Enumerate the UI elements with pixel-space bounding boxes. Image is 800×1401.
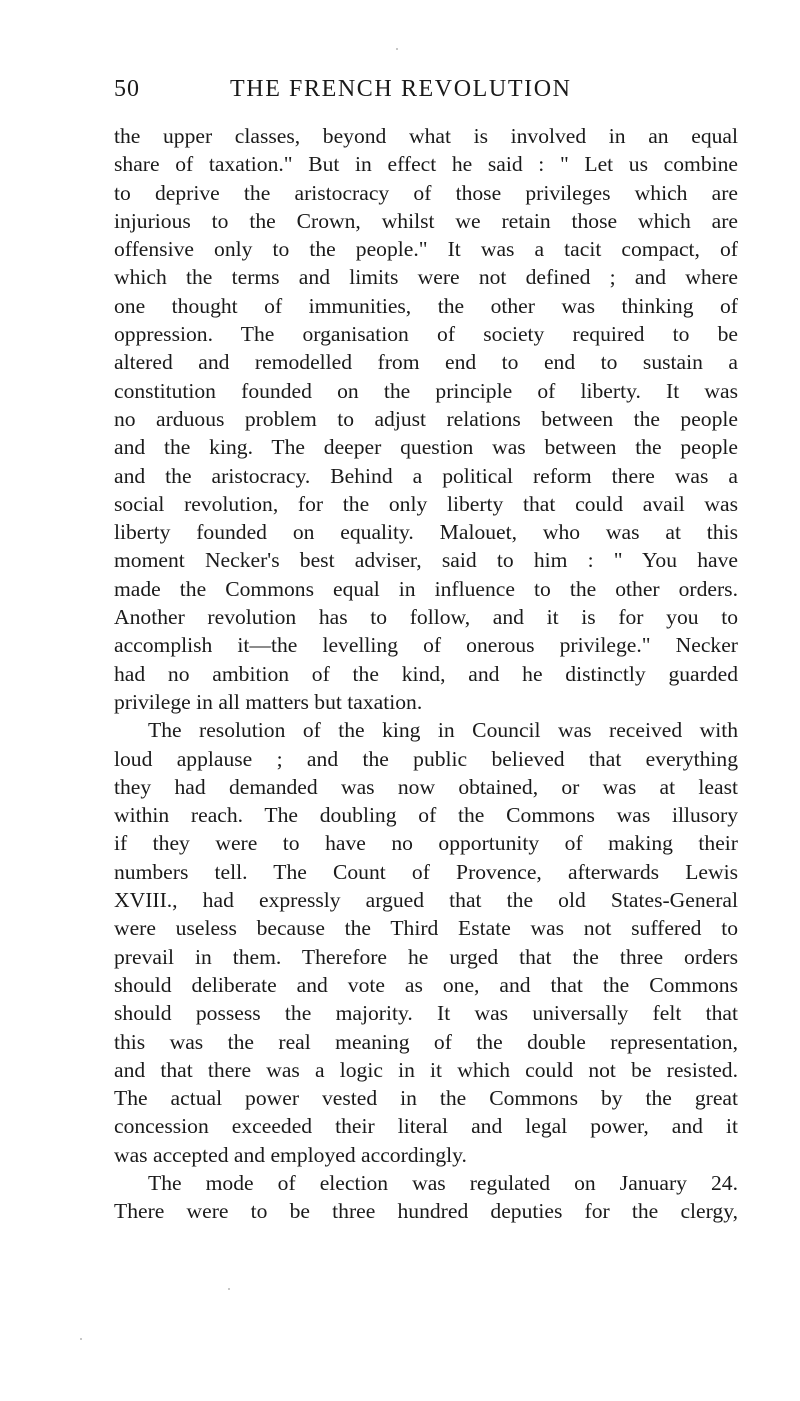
text-line: no arduous problem to adjust relations between the people [114, 406, 738, 431]
text-line: numbers tell. The Count of Provence, afterwards Lewis [114, 859, 738, 884]
scan-speck [80, 1338, 82, 1340]
scan-speck [396, 48, 398, 50]
text-line: The actual power vested in the Commons by the great [114, 1086, 738, 1111]
text-line: XVIII., had expressly argued that the old States-General [114, 888, 738, 913]
text-line: The resolution of the king in Council was received with [148, 718, 738, 743]
text-line: loud applause ; and the public believed that everything [114, 746, 738, 771]
paragraph [114, 122, 738, 716]
text-line: constitution founded on the principle of liberty. It was [114, 378, 738, 403]
text-line: concession exceeded their literal and legal power, and it [114, 1114, 738, 1139]
paragraph [114, 1169, 738, 1226]
text-line: the upper classes, beyond what is involved in an equal [114, 124, 738, 148]
text-line: moment Necker's best adviser, said to him : " You have [114, 548, 738, 573]
text-line: which the terms and limits were not defined ; and where [114, 265, 738, 290]
running-head [114, 76, 738, 110]
text-line: they had demanded was now obtained, or was at least [114, 774, 738, 799]
running-title: THE FRENCH REVOLUTION [230, 76, 572, 102]
text-line: prevail in them. Therefore he urged that the three orders [114, 944, 738, 969]
text-line: and that there was a logic in it which could not be resisted. [114, 1057, 738, 1082]
text-line: altered and remodelled from end to end to sustain a [114, 350, 738, 375]
page-number: 50 [114, 76, 140, 102]
body-text [114, 122, 738, 1226]
text-line: oppression. The organisation of society required to be [114, 322, 738, 347]
text-line: offensive only to the people." It was a tacit compact, of [114, 237, 738, 262]
text-line: this was the real meaning of the double representation, [114, 1029, 738, 1054]
text-line: and the aristocracy. Behind a political reform there was a [114, 463, 738, 488]
text-line: There were to be three hundred deputies for the clergy, [114, 1199, 738, 1224]
text-line: were useless because the Third Estate was not suffered to [114, 916, 738, 941]
text-line: had no ambition of the kind, and he distinctly guarded [114, 661, 738, 686]
text-line: injurious to the Crown, whilst we retain those which are [114, 208, 738, 233]
text-line: one thought of immunities, the other was thinking of [114, 293, 738, 318]
text-line: accomplish it—the levelling of onerous privilege." Necker [114, 633, 738, 658]
text-line: Another revolution has to follow, and it is for you to [114, 605, 738, 630]
text-line: share of taxation." But in effect he said : " Let us combine [114, 152, 738, 177]
text-line: within reach. The doubling of the Commons was illusory [114, 803, 738, 828]
text-line: to deprive the aristocracy of those privileges which are [114, 180, 738, 205]
text-line: The mode of election was regulated on January 24. [148, 1170, 738, 1195]
paragraph [114, 716, 738, 1169]
scan-speck [228, 1288, 230, 1290]
text-line: should deliberate and vote as one, and that the Commons [114, 972, 738, 997]
text-line: was accepted and employed accordingly. [114, 1142, 467, 1167]
book-page [114, 76, 738, 1226]
text-line: made the Commons equal in influence to the other orders. [114, 576, 738, 601]
text-line: should possess the majority. It was universally felt that [114, 1001, 738, 1026]
text-line: if they were to have no opportunity of making their [114, 831, 738, 856]
text-line: and the king. The deeper question was between the people [114, 435, 738, 460]
text-line: liberty founded on equality. Malouet, who was at this [114, 520, 738, 545]
text-line: privilege in all matters but taxation. [114, 689, 423, 714]
text-line: social revolution, for the only liberty that could avail was [114, 491, 738, 516]
